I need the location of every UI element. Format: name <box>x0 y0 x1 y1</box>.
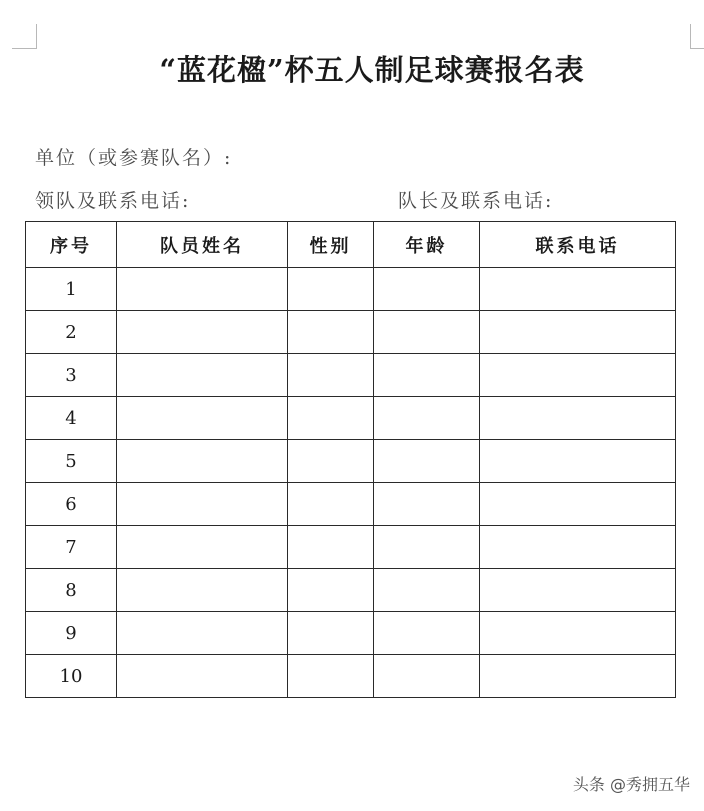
cell-gender[interactable] <box>288 483 374 526</box>
cell-player-name[interactable] <box>117 311 288 354</box>
cell-gender[interactable] <box>288 311 374 354</box>
cell-gender[interactable] <box>288 397 374 440</box>
cell-number: 10 <box>26 655 117 698</box>
page-corner-mark-top-right <box>690 24 704 49</box>
page-corner-mark-top-left <box>12 24 37 49</box>
cell-number: 1 <box>26 268 117 311</box>
cell-player-name[interactable] <box>117 569 288 612</box>
cell-phone[interactable] <box>480 354 676 397</box>
cell-gender[interactable] <box>288 612 374 655</box>
cell-number: 7 <box>26 526 117 569</box>
cell-age[interactable] <box>374 569 480 612</box>
table-row <box>26 483 676 526</box>
header-phone: 联系电话 <box>480 222 676 268</box>
cell-number: 4 <box>26 397 117 440</box>
cell-gender[interactable] <box>288 655 374 698</box>
cell-player-name[interactable] <box>117 612 288 655</box>
cell-number: 2 <box>26 311 117 354</box>
table-row <box>26 354 676 397</box>
cell-number: 8 <box>26 569 117 612</box>
cell-age[interactable] <box>374 268 480 311</box>
document-title: “蓝花楹”杯五人制足球赛报名表 <box>159 53 585 87</box>
cell-number: 6 <box>26 483 117 526</box>
cell-number: 9 <box>26 612 117 655</box>
cell-player-name[interactable] <box>117 440 288 483</box>
cell-gender[interactable] <box>288 440 374 483</box>
cell-phone[interactable] <box>480 397 676 440</box>
cell-player-name[interactable] <box>117 354 288 397</box>
cell-gender[interactable] <box>288 268 374 311</box>
leader-phone-label: 领队及联系电话: <box>35 190 191 212</box>
table-row <box>26 655 676 698</box>
cell-age[interactable] <box>374 311 480 354</box>
table-row <box>26 526 676 569</box>
cell-player-name[interactable] <box>117 526 288 569</box>
cell-gender[interactable] <box>288 526 374 569</box>
table-header-row <box>26 222 676 268</box>
cell-player-name[interactable] <box>117 268 288 311</box>
cell-number: 3 <box>26 354 117 397</box>
cell-phone[interactable] <box>480 655 676 698</box>
watermark: 头条 @秀拥五华 <box>572 775 690 794</box>
cell-phone[interactable] <box>480 612 676 655</box>
cell-player-name[interactable] <box>117 655 288 698</box>
cell-age[interactable] <box>374 354 480 397</box>
cell-age[interactable] <box>374 397 480 440</box>
header-gender: 性别 <box>288 222 374 268</box>
cell-gender[interactable] <box>288 354 374 397</box>
table-row <box>26 397 676 440</box>
cell-age[interactable] <box>374 483 480 526</box>
header-player-name: 队员姓名 <box>117 222 288 268</box>
cell-player-name[interactable] <box>117 397 288 440</box>
table-row <box>26 612 676 655</box>
cell-number: 5 <box>26 440 117 483</box>
cell-age[interactable] <box>374 655 480 698</box>
unit-label: 单位（或参赛队名）: <box>35 147 233 169</box>
header-age: 年龄 <box>374 222 480 268</box>
cell-phone[interactable] <box>480 569 676 612</box>
header-number: 序号 <box>26 222 117 268</box>
cell-phone[interactable] <box>480 268 676 311</box>
captain-phone-label: 队长及联系电话: <box>398 190 554 212</box>
cell-phone[interactable] <box>480 483 676 526</box>
registration-table <box>25 221 676 698</box>
cell-age[interactable] <box>374 612 480 655</box>
table-row <box>26 268 676 311</box>
table-row <box>26 311 676 354</box>
cell-phone[interactable] <box>480 311 676 354</box>
cell-age[interactable] <box>374 440 480 483</box>
table-body <box>26 268 676 698</box>
table-row <box>26 440 676 483</box>
cell-phone[interactable] <box>480 526 676 569</box>
cell-gender[interactable] <box>288 569 374 612</box>
cell-player-name[interactable] <box>117 483 288 526</box>
table-row <box>26 569 676 612</box>
cell-age[interactable] <box>374 526 480 569</box>
cell-phone[interactable] <box>480 440 676 483</box>
